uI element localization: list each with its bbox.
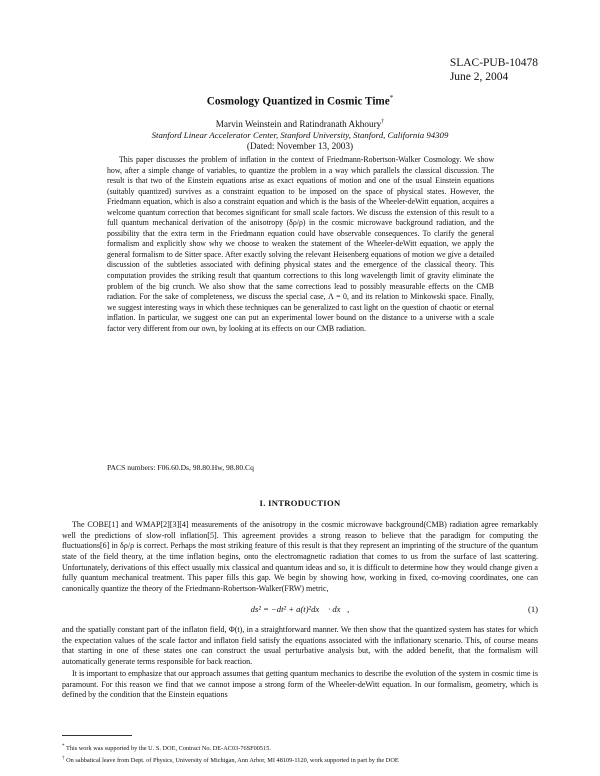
footnote-2-mark: † xyxy=(62,756,65,762)
title-footnote-mark: * xyxy=(389,94,394,102)
dated-line: (Dated: November 13, 2003) xyxy=(246,141,354,152)
equation-1 xyxy=(62,604,538,618)
authors-text: Marvin Weinstein and Ratindranath Akhoury xyxy=(215,119,382,130)
footnotes xyxy=(62,742,542,766)
intro-paragraph-1: The COBE[1] and WMAP[2][3][4] measurements of the anisotropy in the cosmic microwave background(CMB) radiation agree remarkably well the predictions of slow-roll inflation[5]. This agreement provides a strong reason to believe that the paradigm for computing the fluctuations[6] in δρ/ρ is correct. Perhaps the most striking feature of this result is that they represent an imprinting of the structure of the quantum state of the field theory, at the time inflation begins, onto the electromagnetic radiation that comes to us from the surface of last scattering. Unfortunately, derivations of this effect usually mix classical and quantum ideas and so, it is difficult to determine how they would change given a fully quantum mechanical treatment. This paper fills this gap. We begin by showing how, working in fixed, co-moving coordinates, one can canonically quantize the theory of the Friedmann-Robertson-Walker(FRW) metric, xyxy=(62,520,538,593)
report-info xyxy=(450,57,538,84)
intro-paragraph-3: It is important to emphasize that our approach assumes that getting quantum mechanics to describe the evolution of the system in cosmic time is paramount. For this reason we find that we cannot impose a strong form of the Wheeler-deWitt equation. In our formalism, geometry, which is defined by the condition that the Einstein equations xyxy=(62,669,538,700)
author-footnote-mark: † xyxy=(381,119,385,125)
footnote-2 xyxy=(62,754,542,766)
title-text: Cosmology Quantized in Cosmic Time xyxy=(206,95,390,108)
footnote-1 xyxy=(62,742,542,754)
footnote-rule xyxy=(62,735,132,736)
report-date: June 2, 2004 xyxy=(449,70,509,83)
footnote-2-text: On sabbatical leave from Dept. of Physics, University of Michigan, Ann Arbor, MI 48109-1120, work supported in part by the DOE xyxy=(66,757,399,765)
abstract: This paper discusses the problem of inflation in the context of Friedmann-Robertson-Walker Cosmology. We show how, after a simple change of variables, to quantize the problem in a way which parallels the classical discussion. The result is that two of the Einstein equations arise as exact equations of motion and one of the usual Einstein equations (suitably quantized) survives as a constraint equation to be imposed on the space of physical states. However, the Friedmann equation, which is also a constraint equation and which is the basis of the Wheeler-deWitt equation, acquires a welcome quantum correction that becomes significant for small scale factors. We discuss the extension of this result to a full quantum mechanical derivation of the anisotropy (δρ/ρ) in the cosmic microwave background radiation, and the possibility that the extra term in the Friedmann equation could have observable consequences. To clarify the general formalism and explicitly show why we choose to weaken the statement of the Wheeler-deWitt equation, we apply the general formalism to de Sitter space. After exactly solving the relevant Heisenberg equations of motion we give a detailed discussion of the subtleties associated with defining physical states and the emergence of the classical theory. This computation provides the striking result that quantum corrections to this long wavelength limit of gravity eliminate the problem of the big crunch. We also show that the same corrections lead to possibly measurable effects on the CMB radiation. For the sake of completeness, we discuss the special case, Λ = 0, and its relation to Minkowski space. Finally, we suggest interesting ways in which these techniques can be generalized to cast light on the question of chaotic or eternal inflation. In particular, we suggest one can put an experimental lower bound on the distance to a universe with a scale factor very different from our own, by looking at its effects on our CMB radiation. xyxy=(107,155,494,333)
footnote-1-text: This work was supported by the U. S. DOE, Contract No. DE-AC03-76SF00515. xyxy=(65,745,271,753)
footnote-1-mark: * xyxy=(62,744,65,749)
intro-paragraph-2: and the spatially constant part of the inflaton field, Φ(t), in a straightforward manner. We then show that the quantized system has states for which the expectation values of the scale factor and inflaton field satisfy the equations associated with the inflationary scenario. This, of course means that starting in one of these states one can construct the usual perturbative analysis but, with the added benefit, that the formalism will automatically generate terms responsible for back reaction. xyxy=(62,625,538,666)
equation-expression: ds² = −dt² + a(t)²dx⃗ · dx⃗, xyxy=(250,604,350,614)
author-block xyxy=(0,117,600,152)
pacs-numbers: PACS numbers: F06.60.Ds, 98.80.Hw, 98.80.Cq xyxy=(107,463,254,472)
paper-title xyxy=(0,94,600,108)
section-heading: I. INTRODUCTION xyxy=(259,498,341,508)
author-names xyxy=(0,117,600,130)
equation-number: (1) xyxy=(527,604,538,614)
report-number: SLAC-PUB-10478 xyxy=(449,57,538,69)
affiliation: Stanford Linear Accelerator Center, Stanford University, Stanford, California 94309 xyxy=(151,130,449,141)
